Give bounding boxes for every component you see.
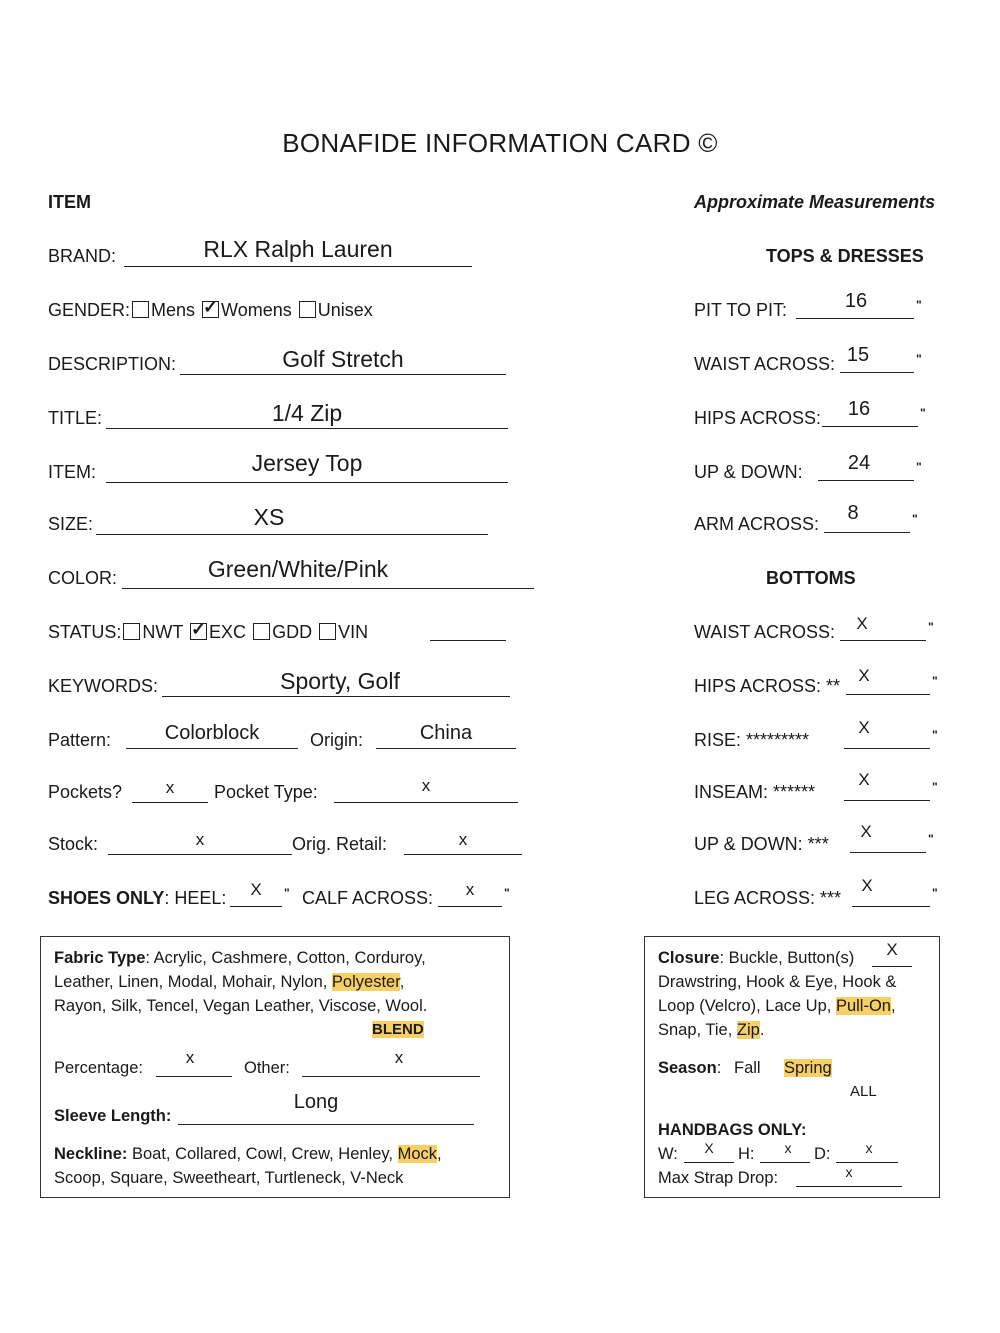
h-label: H: — [738, 1145, 755, 1163]
calf-label: CALF ACROSS: — [302, 888, 434, 908]
status-vin-label: VIN — [338, 622, 369, 642]
heel-unit: " — [284, 886, 290, 900]
closure-text-3b: , — [890, 997, 896, 1015]
neckline-label: Neckline: — [54, 1145, 128, 1163]
tops-waist-value[interactable]: 15 — [846, 344, 870, 366]
bottoms-rise-unit: " — [932, 728, 938, 742]
origin-value[interactable]: China — [419, 722, 473, 744]
blend-text: BLEND — [372, 1021, 424, 1038]
h-value[interactable]: x — [784, 1140, 792, 1156]
item-heading: ITEM — [48, 192, 91, 212]
season-spring-text: Spring — [784, 1059, 832, 1077]
status-gdd-checkbox[interactable] — [253, 623, 270, 640]
neckline-mock-highlight: Mock — [397, 1145, 438, 1163]
bottoms-heading: BOTTOMS — [766, 568, 856, 588]
pattern-label: Pattern: — [48, 730, 112, 750]
tops-hips-unit: " — [920, 406, 926, 420]
w-label: W: — [658, 1145, 678, 1163]
other-label: Other: — [244, 1059, 290, 1077]
orig-retail-value[interactable]: x — [458, 830, 468, 849]
season-label: Season — [658, 1059, 717, 1077]
size-value[interactable]: XS — [253, 504, 285, 530]
season-all: ALL — [850, 1083, 877, 1100]
origin-line — [376, 748, 516, 749]
closure-zip-highlight: Zip — [736, 1021, 760, 1039]
bottoms-hips-unit: " — [932, 674, 938, 688]
closure-line-1 — [658, 946, 854, 970]
color-value[interactable]: Green/White/Pink — [207, 556, 389, 582]
fabric-type-line-2 — [54, 970, 404, 994]
tops-updown-label: UP & DOWN: — [694, 462, 803, 482]
item-value[interactable]: Jersey Top — [251, 450, 363, 476]
bottoms-inseam-line — [844, 800, 930, 801]
strap-drop-label: Max Strap Drop: — [658, 1169, 779, 1187]
bottoms-inseam-value[interactable]: X — [858, 770, 870, 789]
title-label: TITLE: — [48, 408, 103, 428]
card-title: BONAFIDE INFORMATION CARD © — [282, 128, 718, 158]
closure-line-2: Drawstring, Hook & Eye, Hook & — [658, 973, 897, 991]
h-line — [760, 1162, 810, 1163]
handbags-label: HANDBAGS ONLY: — [658, 1121, 807, 1139]
status-nwt-label: NWT — [142, 622, 184, 642]
gender-unisex-label: Unisex — [317, 300, 373, 320]
bottoms-updown-label: UP & DOWN: *** — [694, 834, 829, 854]
fabric-type-line-1 — [54, 946, 426, 970]
closure-pullon-highlight: Pull-On — [835, 997, 891, 1015]
stock-line — [108, 854, 292, 855]
bottoms-waist-label: WAIST ACROSS: — [694, 622, 836, 642]
heel-line — [230, 906, 282, 907]
tops-arm-value[interactable]: 8 — [847, 502, 859, 524]
gender-unisex-checkbox[interactable] — [299, 301, 316, 318]
percentage-value[interactable]: x — [185, 1048, 195, 1067]
tops-arm-label: ARM ACROSS: — [694, 514, 820, 534]
other-value[interactable]: x — [394, 1048, 404, 1067]
closure-text-1: : Buckle, Button(s) — [719, 949, 855, 967]
d-line — [836, 1162, 898, 1163]
closure-text-4: Snap, Tie, — [658, 1021, 737, 1039]
bottoms-updown-line — [850, 852, 926, 853]
season-row — [658, 1056, 721, 1080]
tops-pit-value[interactable]: 16 — [844, 290, 868, 312]
heel-label: : HEEL: — [164, 888, 227, 908]
season-fall: Fall — [734, 1059, 761, 1077]
strap-drop-line — [796, 1186, 902, 1187]
tops-updown-value[interactable]: 24 — [847, 452, 871, 474]
closure-line-4 — [658, 1018, 764, 1042]
pocket-type-value[interactable]: x — [421, 776, 431, 795]
fabric-type-label: Fabric Type — [54, 949, 146, 967]
bottoms-hips-value[interactable]: X — [858, 666, 870, 685]
status-vin-checkbox[interactable] — [319, 623, 336, 640]
tops-arm-unit: " — [912, 512, 918, 526]
pattern-line — [126, 748, 298, 749]
tops-pit-unit: " — [916, 298, 922, 312]
description-value[interactable]: Golf Stretch — [282, 346, 404, 372]
status-nwt-checkbox[interactable] — [123, 623, 140, 640]
bottoms-hips-label: HIPS ACROSS: ** — [694, 676, 841, 696]
brand-label: BRAND: — [48, 246, 117, 266]
bottoms-waist-value[interactable]: X — [856, 614, 868, 633]
tops-hips-label: HIPS ACROSS: — [694, 408, 822, 428]
tops-hips-line — [822, 426, 918, 427]
pockets-value[interactable]: x — [165, 778, 175, 797]
d-value[interactable]: x — [865, 1140, 873, 1156]
size-line — [96, 534, 488, 535]
brand-line — [124, 266, 472, 267]
shoes-row — [48, 888, 226, 909]
calf-line — [438, 906, 502, 907]
bottoms-rise-value[interactable]: X — [858, 718, 870, 737]
tops-waist-unit: " — [916, 352, 922, 366]
description-label: DESCRIPTION: — [48, 354, 177, 374]
brand-value[interactable]: RLX Ralph Lauren — [203, 236, 393, 262]
bottoms-waist-unit: " — [928, 620, 934, 634]
status-other-line — [430, 640, 506, 641]
fabric-type-text-2: Leather, Linen, Modal, Mohair, Nylon, — [54, 973, 332, 991]
shoes-only-label: SHOES ONLY — [48, 888, 165, 908]
color-label: COLOR: — [48, 568, 118, 588]
bottoms-leg-unit: " — [932, 886, 938, 900]
tops-updown-unit: " — [916, 460, 922, 474]
gender-row — [48, 300, 373, 321]
pockets-line — [132, 802, 208, 803]
tops-pit-line — [796, 318, 914, 319]
closure-text-3: Loop (Velcro), Lace Up, — [658, 997, 836, 1015]
item-label: ITEM: — [48, 462, 96, 482]
color-line — [122, 588, 534, 589]
bottoms-updown-unit: " — [928, 832, 934, 846]
heel-value[interactable]: X — [250, 880, 262, 899]
title-line — [106, 428, 508, 429]
bottoms-waist-line — [840, 640, 926, 641]
closure-line — [872, 966, 912, 967]
bottoms-leg-label: LEG ACROSS: *** — [694, 888, 842, 908]
pocket-type-label: Pocket Type: — [214, 782, 318, 802]
neckline-line-2: Scoop, Square, Sweetheart, Turtleneck, V-Neck — [54, 1169, 404, 1187]
closure-value[interactable]: X — [886, 940, 898, 959]
keywords-label: KEYWORDS: — [48, 676, 159, 696]
closure-label: Closure — [658, 949, 720, 967]
keywords-line — [162, 696, 510, 697]
w-value[interactable]: X — [704, 1140, 714, 1156]
stock-label: Stock: — [48, 834, 99, 854]
gender-label: GENDER: — [48, 300, 131, 320]
description-line — [180, 374, 506, 375]
title-value[interactable]: 1/4 Zip — [271, 400, 343, 426]
status-row — [48, 622, 368, 643]
bottoms-rise-label: RISE: ********* — [694, 730, 810, 750]
size-label: SIZE: — [48, 514, 94, 534]
status-exc-label: EXC — [209, 622, 247, 642]
fabric-type-text-1: : Acrylic, Cashmere, Cotton, Corduroy, — [145, 949, 426, 967]
fabric-type-text-2b: , — [399, 973, 405, 991]
bottoms-hips-line — [846, 694, 930, 695]
percentage-line — [156, 1076, 232, 1077]
tops-hips-value[interactable]: 16 — [847, 398, 871, 420]
closure-text-4b: . — [759, 1021, 765, 1039]
measurements-heading: Approximate Measurements — [694, 192, 936, 212]
origin-label: Origin: — [310, 730, 364, 750]
percentage-label: Percentage: — [54, 1059, 143, 1077]
tops-heading: TOPS & DRESSES — [766, 246, 924, 266]
bottoms-leg-line — [852, 906, 930, 907]
item-line — [106, 482, 508, 483]
w-line — [684, 1162, 734, 1163]
calf-value[interactable]: x — [465, 880, 475, 899]
sleeve-length-value[interactable]: Long — [293, 1091, 339, 1113]
tops-waist-line — [840, 372, 914, 373]
pocket-type-line — [334, 802, 518, 803]
tops-updown-line — [818, 480, 914, 481]
gender-mens-label: Mens — [151, 300, 196, 320]
tops-arm-line — [824, 532, 910, 533]
status-gdd-label: GDD — [272, 622, 313, 642]
other-line — [302, 1076, 480, 1077]
gender-womens-checkbox[interactable] — [202, 301, 219, 318]
season-spring-highlight — [784, 1056, 832, 1080]
fabric-polyester-highlight: Polyester — [331, 973, 400, 991]
sleeve-length-label: Sleeve Length: — [54, 1107, 172, 1125]
blend-highlight — [372, 1018, 424, 1042]
bottoms-inseam-unit: " — [932, 780, 938, 794]
orig-retail-line — [404, 854, 522, 855]
tops-waist-label: WAIST ACROSS: — [694, 354, 836, 374]
keywords-value[interactable]: Sporty, Golf — [280, 668, 400, 694]
closure-line-3 — [658, 994, 896, 1018]
d-label: D: — [814, 1145, 831, 1163]
neckline-text-1: Boat, Collared, Cowl, Crew, Henley, — [127, 1145, 398, 1163]
bottoms-rise-line — [844, 748, 930, 749]
fabric-type-line-3: Rayon, Silk, Tencel, Vegan Leather, Viscose, Wool. — [54, 997, 428, 1015]
strap-drop-value[interactable]: x — [845, 1164, 853, 1180]
stock-value[interactable]: x — [195, 830, 205, 849]
neckline-text-1b: , — [437, 1145, 442, 1163]
calf-unit: " — [504, 886, 510, 900]
bottoms-inseam-label: INSEAM: ****** — [694, 782, 816, 802]
status-label: STATUS: — [48, 622, 122, 642]
season-colon: : — [716, 1059, 722, 1077]
pattern-value[interactable]: Colorblock — [164, 722, 260, 744]
bottoms-updown-value[interactable]: X — [860, 822, 872, 841]
sleeve-length-line — [178, 1124, 474, 1125]
gender-womens-label: Womens — [221, 300, 292, 320]
tops-pit-label: PIT TO PIT: — [694, 300, 788, 320]
bottoms-leg-value[interactable]: X — [861, 876, 873, 895]
pockets-label: Pockets? — [48, 782, 123, 802]
status-exc-checkbox[interactable] — [190, 623, 207, 640]
gender-mens-checkbox[interactable] — [132, 301, 149, 318]
neckline-line-1 — [54, 1142, 442, 1166]
orig-retail-label: Orig. Retail: — [292, 834, 388, 854]
